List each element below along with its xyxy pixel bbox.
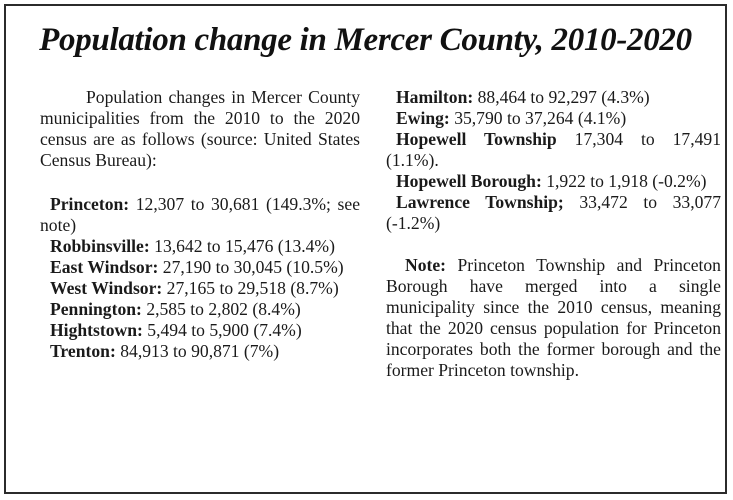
municipality-name: Hopewell Township: [396, 129, 557, 149]
municipality-entry: [40, 257, 360, 278]
article-box: [4, 4, 727, 494]
population-change: 84,913 to 90,871 (7%): [120, 341, 280, 361]
municipality-entry: [40, 299, 360, 320]
municipality-entry: [386, 129, 721, 171]
municipality-entry: [386, 87, 721, 108]
note-label: Note:: [405, 255, 447, 275]
note-text: Princeton Township and Princeton Borough have merged into a single municipality since the 2010 census, meaning that the 2020 census population for Princeton incorporates both the former borough and the former Princeton township.: [386, 255, 721, 380]
municipality-name: East Windsor:: [50, 257, 159, 277]
intro-paragraph: Population changes in Mercer County municipalities from the 2010 to the 2020 census are as follows (source: United States Census Bureau):: [40, 87, 360, 170]
municipality-entry: [386, 192, 721, 234]
municipality-name: Trenton:: [50, 341, 116, 361]
right-column: [386, 87, 721, 399]
municipality-entry: [40, 341, 360, 362]
population-change: 27,190 to 30,045 (10.5%): [162, 257, 344, 277]
municipality-entry: [40, 194, 360, 236]
right-entry-list: [386, 87, 721, 234]
municipality-name: Princeton:: [50, 194, 130, 214]
municipality-entry: [40, 236, 360, 257]
municipality-entry: [386, 108, 721, 129]
population-change: 33,472 to 33,077 (-1.2%): [386, 192, 721, 233]
municipality-name: Lawrence Township;: [396, 192, 564, 212]
note-paragraph: [386, 255, 721, 381]
municipality-name: Ewing:: [396, 108, 450, 128]
population-change: 5,494 to 5,900 (7.4%): [147, 320, 302, 340]
municipality-name: Robbinsville:: [50, 236, 150, 256]
population-change: 1,922 to 1,918 (-0.2%): [546, 171, 707, 191]
municipality-entry: [40, 320, 360, 341]
left-column: [40, 87, 360, 362]
population-change: 17,304 to 17,491 (1.1%).: [386, 129, 721, 170]
population-change: 88,464 to 92,297 (4.3%): [477, 87, 650, 107]
population-change: 12,307 to 30,681 (149.3%; see note): [40, 194, 360, 235]
municipality-name: Hamilton:: [396, 87, 474, 107]
population-change: 35,790 to 37,264 (4.1%): [454, 108, 627, 128]
left-entry-list: [40, 194, 360, 362]
municipality-name: West Windsor:: [50, 278, 163, 298]
municipality-name: Hightstown:: [50, 320, 143, 340]
population-change: 13,642 to 15,476 (13.4%): [154, 236, 335, 256]
municipality-name: Pennington:: [50, 299, 142, 319]
municipality-entry: [386, 171, 721, 192]
population-change: 27,165 to 29,518 (8.7%): [166, 278, 339, 298]
article-title: Population change in Mercer County, 2010-2020: [39, 22, 692, 58]
municipality-entry: [40, 278, 360, 299]
population-change: 2,585 to 2,802 (8.4%): [146, 299, 301, 319]
municipality-name: Hopewell Borough:: [396, 171, 542, 191]
